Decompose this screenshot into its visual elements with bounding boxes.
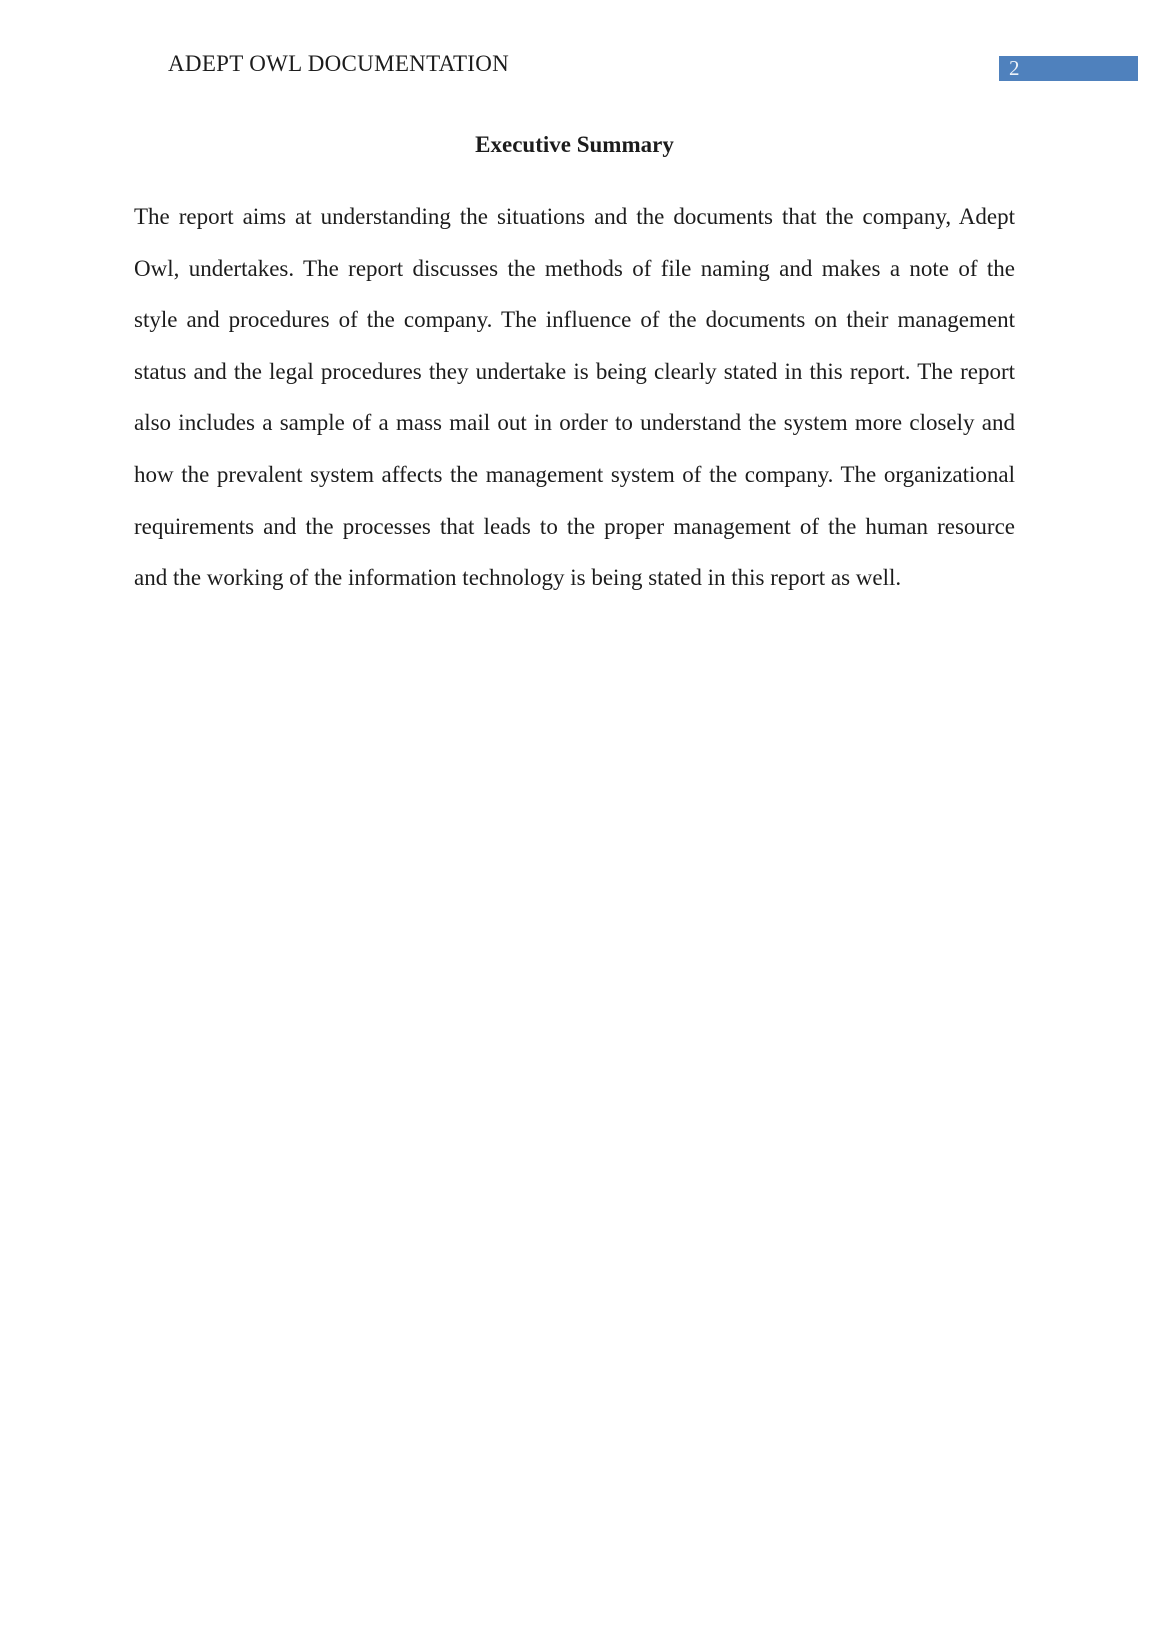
paragraph-line: requirements and the processes that leads to the proper management of the human resource bbox=[134, 513, 1015, 539]
paragraph-line: style and procedures of the company. The influence of the documents on their management bbox=[134, 307, 1015, 333]
page-number: 2 bbox=[1009, 56, 1020, 80]
paragraph-line: status and the legal procedures they undertake is being clearly stated in this report. The report bbox=[134, 358, 1015, 384]
section-heading: Executive Summary bbox=[475, 132, 674, 157]
paragraph-line: Owl, undertakes. The report discusses the methods of file naming and makes a note of the bbox=[134, 255, 1015, 281]
paragraph-line: also includes a sample of a mass mail out in order to understand the system more closely and bbox=[134, 410, 1015, 436]
body-paragraph bbox=[134, 191, 1015, 604]
paragraph-line: and the working of the information technology is being stated in this report as well. bbox=[134, 565, 902, 591]
paragraph-line: The report aims at understanding the situations and the documents that the company, Adept bbox=[134, 204, 1015, 229]
page-number-box bbox=[999, 56, 1138, 81]
paragraph-line: how the prevalent system affects the management system of the company. The organizational bbox=[134, 461, 1015, 487]
running-header-title: ADEPT OWL DOCUMENTATION bbox=[168, 51, 510, 76]
